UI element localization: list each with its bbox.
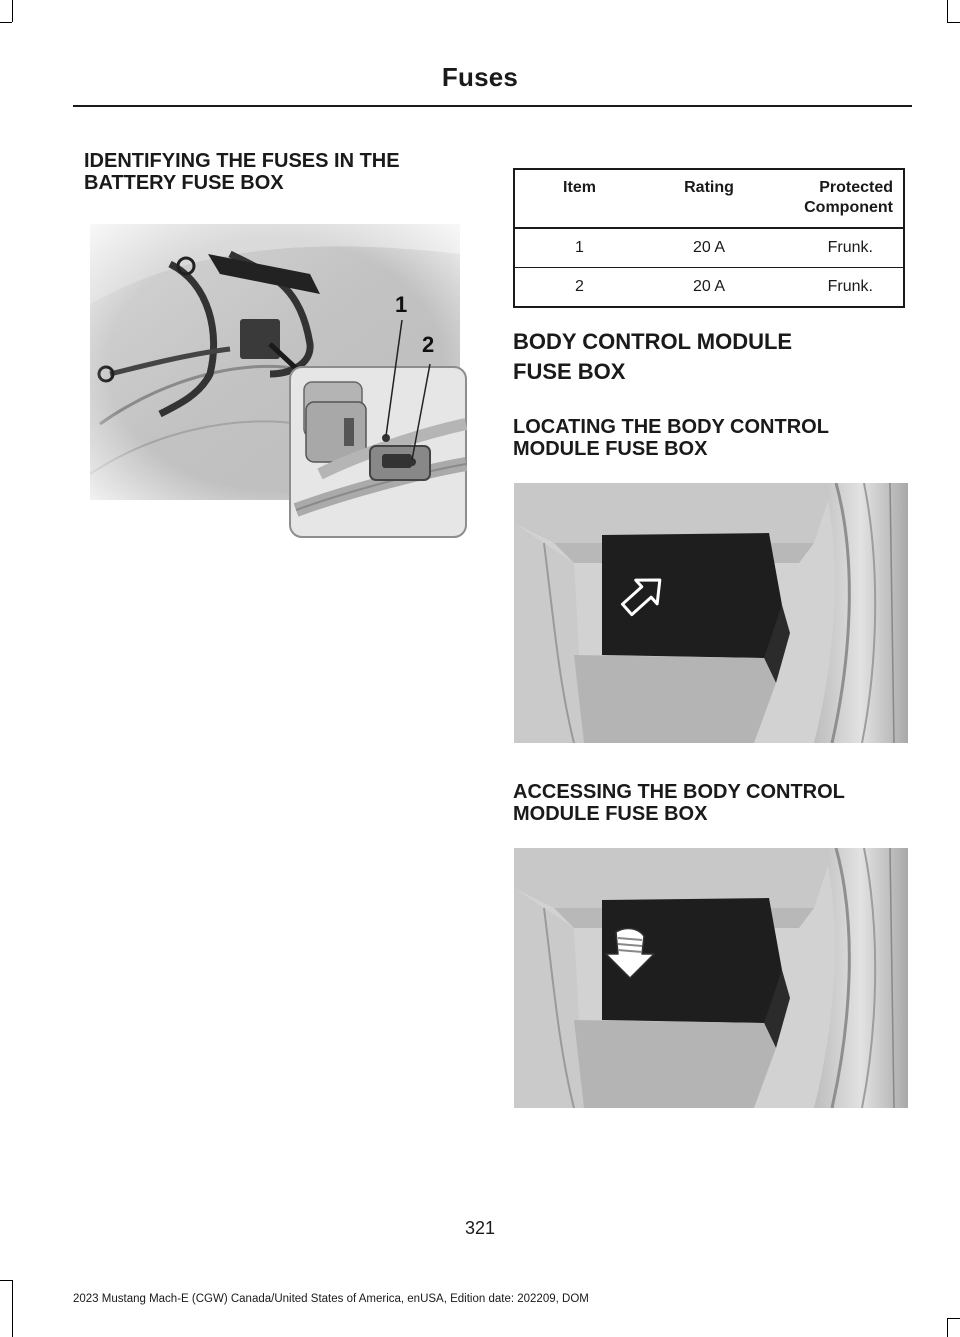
table-row <box>514 268 904 308</box>
crop-mark <box>947 1318 948 1337</box>
crop-mark <box>0 1280 12 1281</box>
footer-edition-text: 2023 Mustang Mach-E (CGW) Canada/United States of America, enUSA, Edition date: 202209, DOM <box>73 1293 589 1305</box>
cell-rating: 20 A <box>644 228 774 268</box>
section-heading-bcm: BODY CONTROL MODULE FUSE BOX <box>513 329 793 384</box>
table-row <box>514 228 904 268</box>
accessing-fuse-box-illustration <box>514 848 908 1108</box>
crop-mark <box>12 1280 13 1337</box>
section-heading-accessing: ACCESSING THE BODY CONTROL MODULE FUSE BOX <box>513 781 845 825</box>
fuse-table <box>513 168 905 308</box>
column-header-rating: Rating <box>644 169 774 228</box>
crop-mark <box>0 22 12 23</box>
crop-mark <box>947 0 948 22</box>
column-header-item: Item <box>514 169 644 228</box>
page-title: Fuses <box>441 62 519 92</box>
cell-rating: 20 A <box>644 268 774 308</box>
page-number: 321 <box>464 1218 496 1238</box>
table-header-row <box>514 169 904 228</box>
section-heading-identifying: IDENTIFYING THE FUSES IN THE BATTERY FUSE BOX <box>84 150 400 194</box>
cell-component: Frunk. <box>774 228 904 268</box>
crop-mark <box>12 0 13 22</box>
callout-1: 1 <box>395 292 408 317</box>
crop-mark <box>947 22 960 23</box>
section-heading-locating: LOCATING THE BODY CONTROL MODULE FUSE BOX <box>513 416 829 460</box>
locating-fuse-box-illustration <box>514 483 908 743</box>
column-header-protected-component: Protected Component <box>774 169 904 228</box>
callout-2: 2 <box>422 332 435 357</box>
battery-fuse-box-illustration <box>90 224 470 540</box>
cell-item: 1 <box>514 228 644 268</box>
cell-component: Frunk. <box>774 268 904 308</box>
cell-item: 2 <box>514 268 644 308</box>
header-divider <box>73 105 912 107</box>
crop-mark <box>947 1318 960 1319</box>
